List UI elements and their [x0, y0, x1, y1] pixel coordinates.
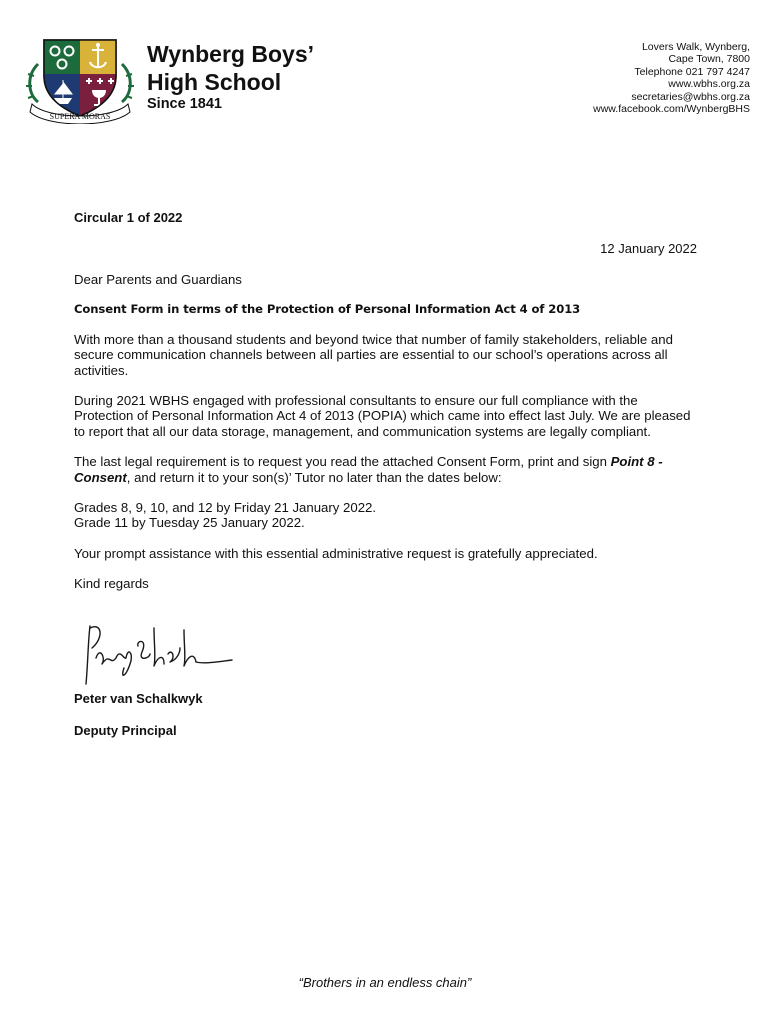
school-name-line1: Wynberg Boys’	[147, 41, 314, 67]
letter-body	[74, 272, 698, 592]
footer-motto: “Brothers in an endless chain”	[298, 975, 472, 990]
school-crest-logo	[24, 36, 136, 124]
signer-title: Deputy Principal	[74, 723, 177, 738]
deadline-line: Grades 8, 9, 10, and 12 by Friday 21 January 2022.	[74, 500, 377, 516]
sign-off: Kind regards	[74, 576, 149, 592]
telephone: Telephone 021 797 4247	[634, 65, 750, 78]
request-paragraph	[74, 454, 698, 485]
website-link[interactable]: www.wbhs.org.za	[668, 78, 750, 91]
address-line-1: Lovers Walk, Wynberg,	[641, 41, 750, 53]
circular-number: Circular 1 of 2022	[74, 210, 183, 225]
subject-line: Consent Form in terms of the Protection of Personal Information Act 4 of 2013	[74, 302, 581, 317]
deadlines	[74, 500, 698, 531]
request-text-start: The last legal requirement is to request you read the attached Consent Form, print and sign	[74, 454, 611, 470]
request-emphasis: Point 8 - Consent	[74, 454, 663, 485]
handwritten-signature	[76, 618, 236, 694]
salutation: Dear Parents and Guardians	[74, 272, 242, 287]
facebook-link[interactable]: www.facebook.com/WynbergBHS	[593, 103, 750, 116]
crest-motto: SUPERA MORAS	[49, 112, 111, 121]
signer-name: Peter van Schalkwyk	[74, 691, 203, 706]
school-name	[147, 40, 314, 96]
request-text-end: , and return it to your son(s)’ Tutor no later than the dates below:	[126, 469, 502, 485]
founded-year: Since 1841	[147, 96, 222, 112]
paragraph-2: During 2021 WBHS engaged with professional consultants to ensure our full compliance with the Protection of Personal Information Act 4 of 2013 (POPIA) which came into effect last July. We are pleased to report that all our data storage, management, and communication systems are legally compliant.	[74, 393, 691, 439]
email-link[interactable]: secretaries@wbhs.org.za	[631, 90, 750, 103]
address-line-2: Cape Town, 7800	[668, 53, 750, 66]
letter-date: 12 January 2022	[600, 241, 697, 256]
school-name-line2: High School	[147, 69, 282, 95]
paragraph-1: With more than a thousand students and beyond twice that number of family stakeholders, reliable and secure communication channels between all parties are essential to our school’s operations across all activities.	[74, 331, 673, 378]
contact-block	[593, 41, 750, 115]
deadline-line: Grade 11 by Tuesday 25 January 2022.	[74, 515, 305, 531]
closing-paragraph: Your prompt assistance with this essential administrative request is gratefully appreciated.	[74, 545, 598, 561]
